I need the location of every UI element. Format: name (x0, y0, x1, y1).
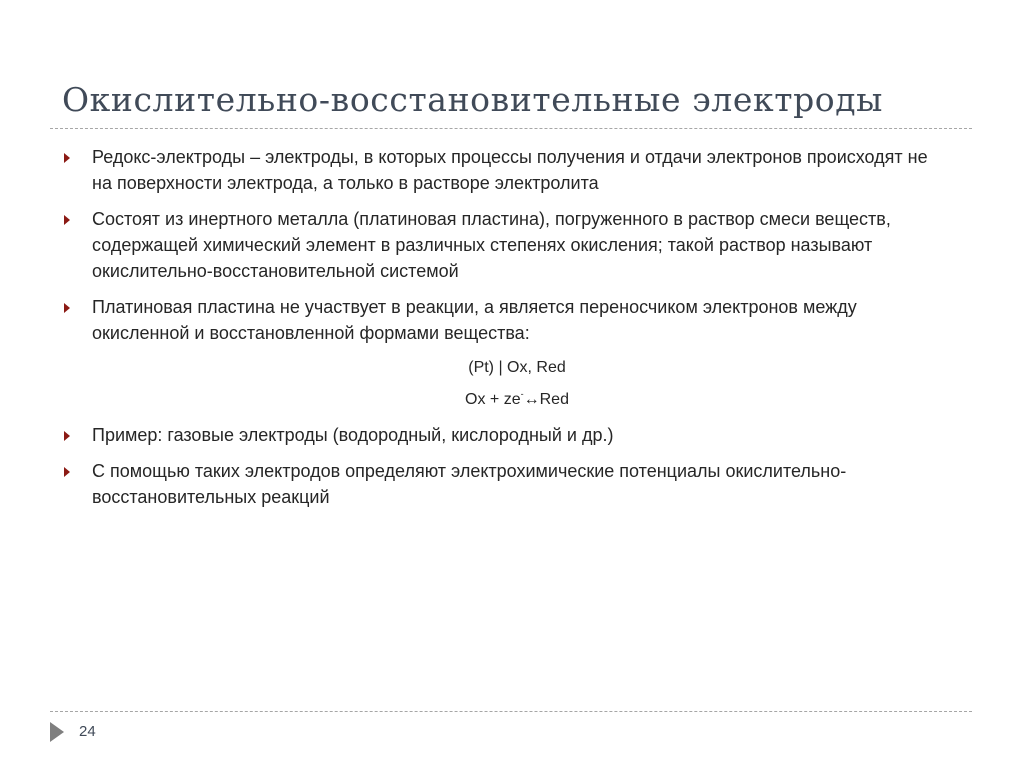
bullet-item (62, 422, 942, 448)
triangle-right-icon (64, 431, 70, 441)
redox-equation (62, 384, 942, 416)
bullet-text: Пример: газовые электроды (водородный, кислородный и др.) (92, 425, 614, 445)
triangle-right-icon (64, 153, 70, 163)
slide-content (62, 144, 942, 510)
electrode-notation-text: (Pt) | Ox, Red (468, 359, 566, 376)
equation-arrow: ↔ (523, 391, 540, 408)
triangle-right-icon (64, 467, 70, 477)
page-number: 24 (79, 723, 96, 740)
equation-right: Red (539, 391, 569, 408)
title-divider (50, 128, 972, 129)
bullet-item (62, 294, 942, 346)
bullet-text: С помощью таких электродов определяют электрохимические потенциалы окислительно-восстановительных реакций (92, 461, 847, 507)
bullet-text: Состоят из инертного металла (платиновая пластина), погруженного в раствор смеси веществ, содержащей химический элемент в различных степенях окисления; такой раствор называют окислительно-восстановительной системой (92, 209, 891, 281)
triangle-right-icon (64, 215, 70, 225)
footer-divider (50, 711, 972, 712)
slide-title: Окислительно-восстановительные электроды (62, 80, 884, 119)
triangle-right-icon (64, 303, 70, 313)
bullet-item (62, 206, 942, 284)
bullet-item (62, 458, 942, 510)
bullet-text: Платиновая пластина не участвует в реакции, а является переносчиком электронов между окисленной и восстановленной формами вещества: (92, 297, 857, 343)
bullet-text: Редокс-электроды – электроды, в которых процессы получения и отдачи электронов происходят не на поверхности электрода, а только в растворе электролита (92, 147, 928, 193)
electrode-notation (62, 352, 942, 384)
bullet-item (62, 144, 942, 196)
equation-left: Ox + ze (465, 391, 521, 408)
equation-superscript: - (520, 389, 524, 399)
play-arrow-icon (50, 722, 64, 742)
